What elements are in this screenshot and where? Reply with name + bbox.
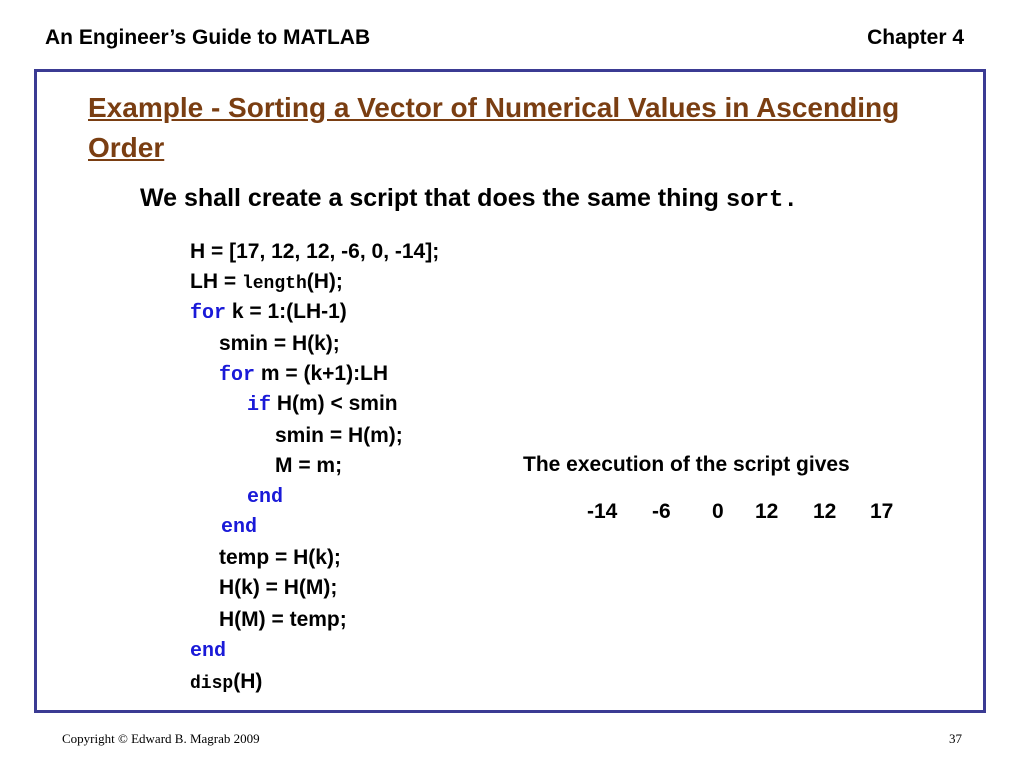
code-text: LH = <box>190 270 242 293</box>
result-value: 0 <box>712 500 724 523</box>
code-function-length: length <box>241 274 307 294</box>
result-value: 17 <box>870 500 894 523</box>
page-number: 37 <box>949 731 962 746</box>
code-keyword-end: end <box>190 640 227 663</box>
code-line-7: smin = H(m); <box>275 424 403 447</box>
book-title: An Engineer’s Guide to MATLAB <box>45 26 371 49</box>
intro-sentence: We shall create a script that does the same thing <box>140 184 726 212</box>
code-line-3 <box>190 299 347 327</box>
code-line-14 <box>190 637 226 665</box>
code-text: m = (k+1):LH <box>255 362 389 385</box>
code-line-5 <box>219 361 388 389</box>
code-text: k = 1:(LH-1) <box>226 300 347 323</box>
result-value: 12 <box>755 500 779 523</box>
code-line-10 <box>221 513 257 541</box>
intro-text <box>140 184 798 214</box>
code-keyword-for: for <box>219 364 256 387</box>
code-keyword-end: end <box>247 486 284 509</box>
code-line-11: temp = H(k); <box>219 546 341 569</box>
code-line-4: smin = H(k); <box>219 332 340 355</box>
code-text: H(m) < smin <box>271 392 398 415</box>
result-value: -14 <box>587 500 618 523</box>
code-line-8: M = m; <box>275 454 343 477</box>
result-value: 12 <box>813 500 837 523</box>
code-line-6 <box>247 391 398 419</box>
intro-code-sort: sort. <box>725 187 798 214</box>
code-text: (H); <box>306 270 343 293</box>
code-line-1: H = [17, 12, 12, -6, 0, -14]; <box>190 240 440 263</box>
code-keyword-if: if <box>247 394 272 417</box>
slide-title: Example - Sorting a Vector of Numerical Values in Ascending Order <box>88 92 900 163</box>
code-function-disp: disp <box>190 674 234 694</box>
code-line-9 <box>247 483 283 511</box>
code-line-12: H(k) = H(M); <box>219 576 338 599</box>
code-keyword-end: end <box>221 516 258 539</box>
code-keyword-for: for <box>190 302 227 325</box>
execution-caption: The execution of the script gives <box>523 453 850 476</box>
code-text: (H) <box>233 670 263 693</box>
chapter-label: Chapter 4 <box>867 26 964 49</box>
code-line-15 <box>190 669 262 697</box>
code-line-13: H(M) = temp; <box>219 608 347 631</box>
copyright-notice: Copyright © Edward B. Magrab 2009 <box>62 731 260 746</box>
result-value: -6 <box>652 500 671 523</box>
code-line-2 <box>190 269 343 297</box>
